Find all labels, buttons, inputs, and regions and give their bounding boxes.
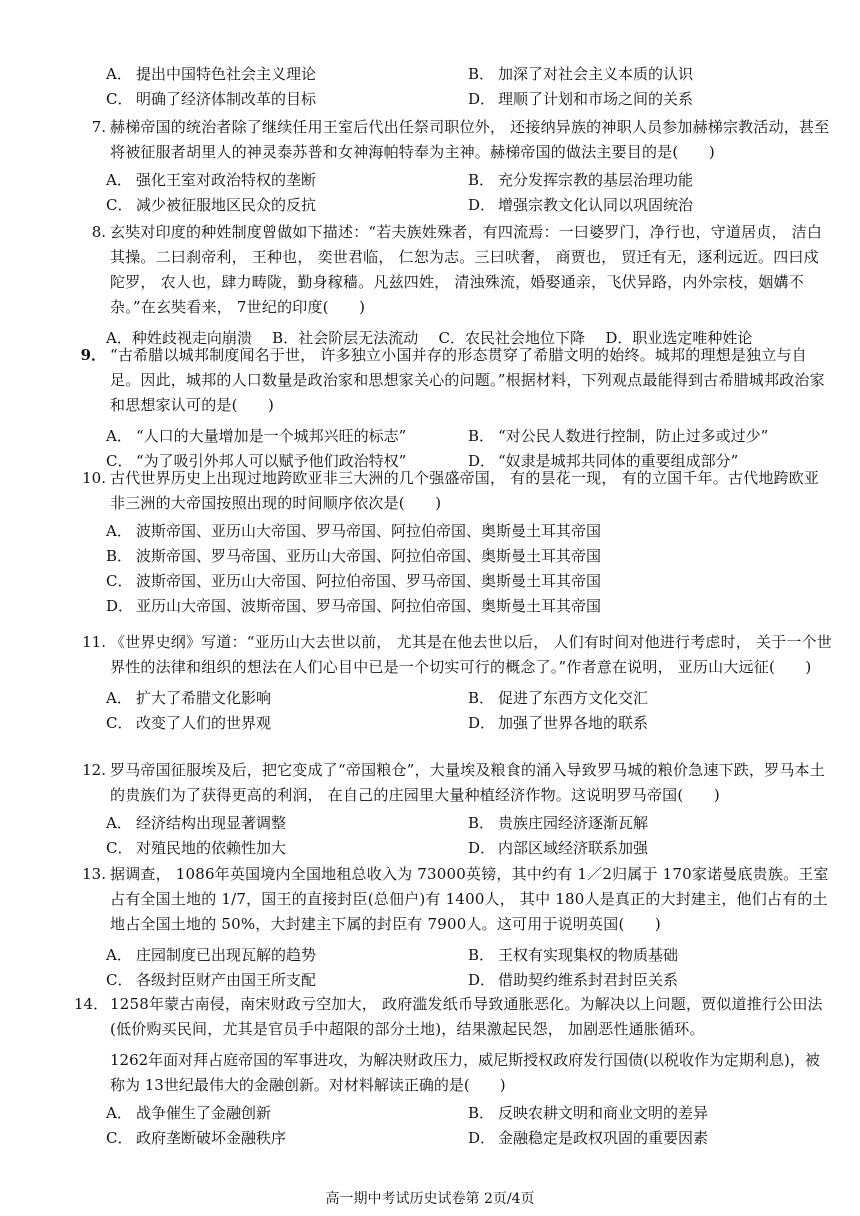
option-label: A． xyxy=(106,329,132,347)
option-label: B． xyxy=(468,689,495,707)
option-text: 战争催生了金融创新 xyxy=(136,1104,272,1122)
question-number: 12. xyxy=(82,761,106,779)
question-12-options xyxy=(106,811,834,861)
question-text-continued: 1262年面对拜占庭帝国的军事进攻，为解决财政压力，威尼斯授权政府发行国债(以税收作为定期利息)，被称为 13世纪最伟大的金融创新。对材料解读正确的是( ) xyxy=(110,1051,820,1094)
question-number: 9． xyxy=(80,346,106,364)
option-c[interactable] xyxy=(106,569,834,594)
option-d[interactable] xyxy=(468,968,830,993)
question-8 xyxy=(74,220,834,351)
option-text: 王权有实现集权的物质基础 xyxy=(498,946,679,964)
option-d[interactable] xyxy=(106,594,834,619)
option-text: 金融稳定是政权巩固的重要因素 xyxy=(498,1129,709,1147)
option-text: 减少被征服地区民众的反抗 xyxy=(136,196,317,214)
option-text: 扩大了希腊文化影响 xyxy=(136,689,272,707)
option-label: A． xyxy=(106,946,132,964)
option-c[interactable] xyxy=(106,193,468,218)
option-text: 增强宗教文化认同以巩固统治 xyxy=(498,196,694,214)
question-11 xyxy=(74,630,834,736)
option-text: 理顺了计划和市场之间的关系 xyxy=(498,90,694,108)
option-text: “奴隶是城邦共同体的重要组成部分” xyxy=(498,452,739,470)
option-b[interactable] xyxy=(468,943,830,968)
question-text: 《世界史纲》写道：“亚历山大去世以前， 尤其是在他去世以后， 人们有时间对他进行考虑时， 关于一个世界性的法律和组织的想法在人们心目中已是一个切实可行的概念了。”作者意在说明， 亚历山大远征( ) xyxy=(110,633,832,676)
option-label: B． xyxy=(468,814,495,832)
option-label: D． xyxy=(468,971,496,989)
option-b[interactable] xyxy=(468,424,830,449)
page-footer: 高一期中考试历史试卷第 2页/4页 xyxy=(325,1191,535,1207)
option-text: “人口的大量增加是一个城邦兴旺的标志” xyxy=(136,427,407,445)
options-row xyxy=(106,1126,834,1151)
question-number: 7. xyxy=(91,118,106,136)
options-row xyxy=(106,836,834,861)
option-label: C． xyxy=(438,329,466,347)
question-12 xyxy=(74,758,834,861)
option-label: B． xyxy=(106,547,133,565)
option-text: 波斯帝国、罗马帝国、亚历山大帝国、阿拉伯帝国、奥斯曼土耳其帝国 xyxy=(136,547,602,565)
option-c[interactable] xyxy=(106,711,468,736)
option-text: 明确了经济体制改革的目标 xyxy=(136,90,317,108)
option-a[interactable] xyxy=(106,1101,468,1126)
option-label: C． xyxy=(106,90,133,108)
option-text: 经济结构出现显著调整 xyxy=(136,814,287,832)
question-14-options xyxy=(106,1101,834,1151)
option-text: 贵族庄园经济逐渐瓦解 xyxy=(498,814,649,832)
option-d[interactable] xyxy=(468,836,830,861)
option-c[interactable] xyxy=(106,1126,468,1151)
question-number: 11. xyxy=(82,633,106,651)
question-13-options xyxy=(106,943,834,993)
question-text: “古希腊以城邦制度闻名于世， 许多独立小国并存的形态贯穿了希腊文明的始终。城邦的理想是独立与自足。因此，城邦的人口数量是政治家和思想家关心的问题。”根据材料，下列观点最能得到古希腊城邦政治家和思想家认可的是( ) xyxy=(110,346,825,414)
options-row xyxy=(106,168,834,193)
option-text: 提出中国特色社会主义理论 xyxy=(136,65,317,83)
option-label: A． xyxy=(106,522,132,540)
option-text: 种姓歧视走向崩溃 xyxy=(131,329,252,347)
question-stem xyxy=(74,115,834,165)
option-label: A． xyxy=(106,814,132,832)
option-label: A． xyxy=(106,1104,132,1122)
option-label: C． xyxy=(106,196,133,214)
option-a[interactable] xyxy=(106,168,468,193)
question-11-options xyxy=(106,686,834,736)
option-label: D． xyxy=(468,452,496,470)
option-a[interactable] xyxy=(106,424,468,449)
option-d[interactable] xyxy=(468,1126,830,1151)
question-7 xyxy=(74,115,834,218)
option-text: 各级封臣财产由国王所支配 xyxy=(136,971,317,989)
option-label: D． xyxy=(468,1129,496,1147)
question-6 xyxy=(74,62,834,112)
option-text: 充分发挥宗教的基层治理功能 xyxy=(498,171,694,189)
question-7-options xyxy=(106,168,834,218)
option-text: 内部区域经济联系加强 xyxy=(498,839,649,857)
option-b[interactable] xyxy=(468,1101,830,1126)
option-b[interactable] xyxy=(106,544,834,569)
option-text: 波斯帝国、亚历山大帝国、阿拉伯帝国、罗马帝国、奥斯曼土耳其帝国 xyxy=(136,572,602,590)
option-label: D． xyxy=(106,597,134,615)
options-row xyxy=(106,686,834,711)
option-d[interactable] xyxy=(468,87,830,112)
option-text: 加强了世界各地的联系 xyxy=(498,714,649,732)
option-c[interactable] xyxy=(106,836,468,861)
option-label: B． xyxy=(468,427,495,445)
question-9 xyxy=(74,343,834,474)
question-text: 玄奘对印度的种姓制度曾做如下描述：“若夫族姓殊者，有四流焉：一曰婆罗门，净行也，守道居贞， 洁白其操。二曰刹帝利， 王种也， 奕世君临， 仁恕为志。三曰吠奢， 商贾也， 贸迁有无，逐利远近。四曰戍陀罗， 农人也，肆力畴陇，勤身稼穑。凡兹四姓， 清浊殊流，婚娶通亲，飞伏异路，内外宗枝，姻媾不杂。”在玄奘看来， 7世纪的印度( ) xyxy=(110,223,823,316)
option-text: 加深了对社会主义本质的认识 xyxy=(498,65,694,83)
options-row xyxy=(106,1101,834,1126)
question-number: 14． xyxy=(74,995,109,1013)
option-text: 促进了东西方文化交汇 xyxy=(498,689,649,707)
question-stem xyxy=(74,992,834,1042)
option-b[interactable] xyxy=(468,811,830,836)
option-a[interactable] xyxy=(106,811,468,836)
options-row xyxy=(106,424,834,449)
option-label: C． xyxy=(106,1129,133,1147)
question-stem xyxy=(74,220,834,320)
question-stem xyxy=(74,466,834,516)
option-label: B． xyxy=(468,1104,495,1122)
option-text: 职业选定唯种姓论 xyxy=(632,329,753,347)
option-text: 社会阶层无法流动 xyxy=(298,329,419,347)
option-label: C． xyxy=(106,714,133,732)
option-text: 借助契约维系封君封臣关系 xyxy=(498,971,679,989)
option-text: 反映农耕文明和商业文明的差异 xyxy=(498,1104,709,1122)
option-text: 强化王室对政治特权的垄断 xyxy=(136,171,317,189)
options-row xyxy=(106,811,834,836)
question-text: 古代世界历史上出现过地跨欧亚非三大洲的几个强盛帝国， 有的昙花一现， 有的立国千年。古代地跨欧亚非三洲的大帝国按照出现的时间顺序依次是( ) xyxy=(110,469,820,512)
question-14 xyxy=(74,992,834,1151)
option-a[interactable] xyxy=(106,686,468,711)
option-label: C． xyxy=(106,452,133,470)
option-text: “为了吸引外邦人可以赋予他们政治特权” xyxy=(136,452,407,470)
option-label: B． xyxy=(272,329,299,347)
option-text: 政府垄断破坏金融秩序 xyxy=(136,1129,287,1147)
question-stem xyxy=(74,343,834,418)
question-stem xyxy=(74,630,834,680)
option-label: D． xyxy=(605,329,633,347)
question-6-options xyxy=(106,62,834,112)
option-text: 农民社会地位下降 xyxy=(465,329,586,347)
option-label: B． xyxy=(468,171,495,189)
option-c[interactable] xyxy=(106,968,468,993)
options-row xyxy=(106,711,834,736)
option-a[interactable] xyxy=(106,62,468,87)
option-c[interactable] xyxy=(106,87,468,112)
option-d[interactable] xyxy=(468,193,830,218)
option-text: 对殖民地的依赖性加大 xyxy=(136,839,287,857)
option-text: “对公民人数进行控制，防止过多或过少” xyxy=(498,427,769,445)
question-text: 罗马帝国征服埃及后，把它变成了“帝国粮仓”，大量埃及粮食的涌入导致罗马城的粮价急速下跌，罗马本土的贵族们为了获得更高的利润， 在自己的庄园里大量种植经济作物。这说明罗马帝国( ) xyxy=(110,761,825,804)
option-text: 波斯帝国、亚历山大帝国、罗马帝国、阿拉伯帝国、奥斯曼土耳其帝国 xyxy=(136,522,602,540)
question-stem xyxy=(74,758,834,808)
question-number: 10. xyxy=(82,469,106,487)
option-text: 改变了人们的世界观 xyxy=(136,714,272,732)
option-label: D． xyxy=(468,90,496,108)
question-13 xyxy=(74,862,834,993)
option-label: A． xyxy=(106,689,132,707)
option-label: D． xyxy=(468,714,496,732)
options-row xyxy=(106,62,834,87)
question-number: 13. xyxy=(82,865,106,883)
option-text: 亚历山大帝国、波斯帝国、罗马帝国、阿拉伯帝国、奥斯曼土耳其帝国 xyxy=(136,597,602,615)
option-label: C． xyxy=(106,839,133,857)
question-stem xyxy=(74,862,834,937)
option-label: C． xyxy=(106,971,133,989)
option-label: A． xyxy=(106,171,132,189)
question-10-options xyxy=(106,519,834,619)
question-text: 赫梯帝国的统治者除了继续任用王室后代出任祭司职位外， 还接纳异族的神职人员参加赫梯宗教活动，甚至将被征服者胡里人的神灵泰苏普和女神海帕特奉为主神。赫梯帝国的做法主要目的是( ) xyxy=(110,118,830,161)
option-label: B． xyxy=(468,65,495,83)
option-b[interactable] xyxy=(468,62,830,87)
question-text: 据调查， 1086年英国境内全国地租总收入为 73000英镑，其中约有 1／2归属于 170家诺曼底贵族。王室占有全国土地的 1/7，国王的直接封臣(总佃户)有 1400人， 其中 180人是真正的大封建主，他们占有的土地占全国土地的 50%，大封建主下属的封臣有 7900人。这可用于说明英国( ) xyxy=(110,865,829,933)
question-number: 8. xyxy=(91,223,106,241)
option-label: A． xyxy=(106,65,132,83)
options-row xyxy=(106,968,834,993)
option-label: D． xyxy=(468,196,496,214)
option-label: B． xyxy=(468,946,495,964)
question-10 xyxy=(74,466,834,619)
options-row xyxy=(106,193,834,218)
option-a[interactable] xyxy=(106,519,834,544)
option-b[interactable] xyxy=(468,168,830,193)
options-row xyxy=(106,943,834,968)
option-text: 庄园制度已出现瓦解的趋势 xyxy=(136,946,317,964)
option-d[interactable] xyxy=(468,711,830,736)
options-row xyxy=(106,87,834,112)
option-label: A． xyxy=(106,427,132,445)
option-b[interactable] xyxy=(468,686,830,711)
option-label: D． xyxy=(468,839,496,857)
option-a[interactable] xyxy=(106,943,468,968)
question-text: 1258年蒙古南侵，南宋财政亏空加大， 政府滥发纸币导致通胀恶化。为解决以上问题，贾似道推行公田法(低价购买民间，尤其是官员手中超限的部分土地)，结果激起民怨， 加剧恶性通胀循环。 xyxy=(110,995,823,1038)
option-label: C． xyxy=(106,572,133,590)
